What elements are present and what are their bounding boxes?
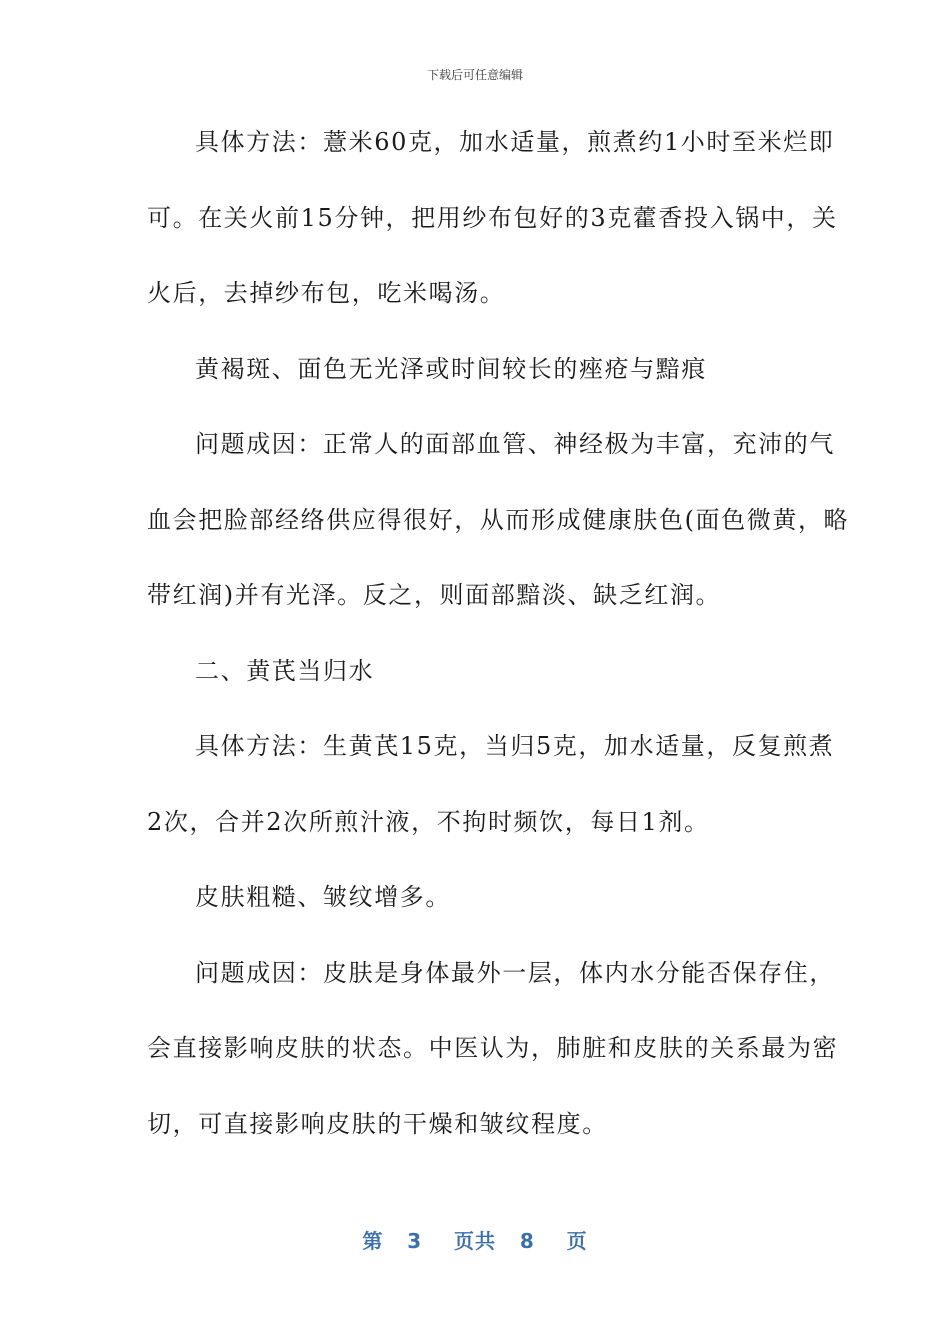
text-line: 问题成因：皮肤是身体最外一层，体内水分能否保存住， [195,958,835,987]
text-line: 带红润)并有光泽。反之，则面部黯淡、缺乏红润。 [147,581,722,609]
text-line: 具体方法：生黄芪15克，当归5克，加水适量，反复煎煮 [195,732,835,760]
text-line: 切，可直接影响皮肤的干燥和皱纹程度。 [147,1109,608,1138]
text-line: 血会把脸部经络供应得很好，从而形成健康肤色(面色微黄，略 [147,505,850,534]
page-prefix: 第 [362,1229,384,1253]
text-line: 可。在关火前15分钟，把用纱布包好的3克藿香投入锅中，关 [147,203,838,232]
document-body [147,122,850,1179]
text-lines [147,122,850,1179]
text-line: 黄褐斑、面色无光泽或时间较长的痤疮与黯痕 [195,354,707,383]
text-line: 2次，合并2次所煎汁液，不拘时频饮，每日1剂。 [147,807,710,836]
page-suffix: 页 [566,1229,588,1253]
page-number-footer [0,1225,950,1254]
header-note: 下载后可任意编辑 [426,68,523,82]
text-line: 火后，去掉纱布包，吃米喝汤。 [147,279,506,307]
text-line: 会直接影响皮肤的状态。中医认为，肺脏和皮肤的关系最为密 [147,1034,839,1062]
text-line: 问题成因：正常人的面部血管、神经极为丰富，充沛的气 [195,430,835,458]
text-line: 二、黄芪当归水 [195,656,375,685]
text-line: 具体方法：薏米60克，加水适量，煎煮约1小时至米烂即 [195,128,835,156]
page-mid: 页共 [454,1229,496,1253]
text-line: 皮肤粗糙、皱纹增多。 [195,883,451,911]
current-page: 3 [407,1229,423,1253]
total-pages: 8 [519,1229,535,1253]
